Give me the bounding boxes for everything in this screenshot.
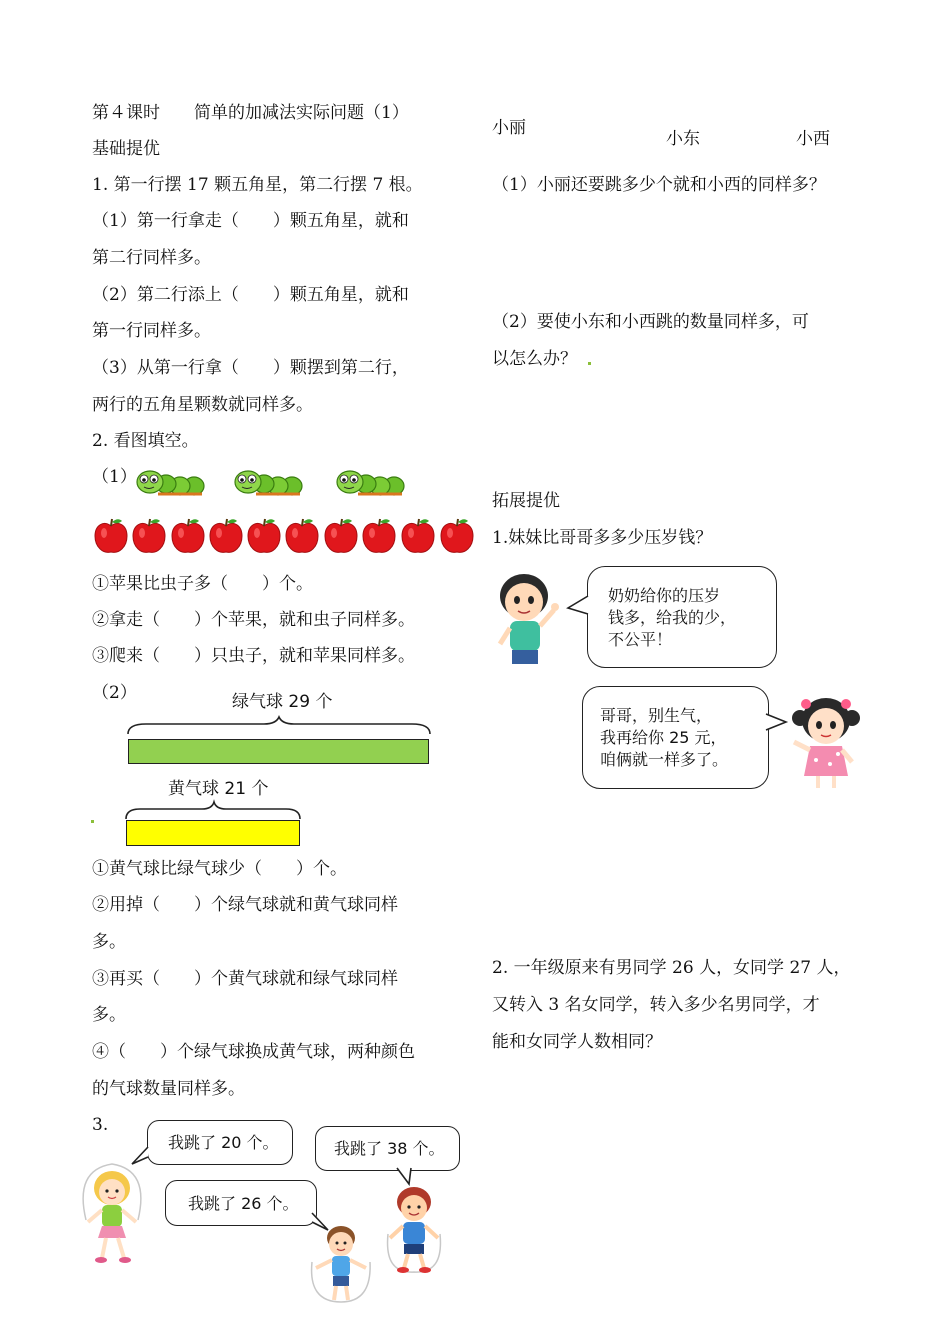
- bubble-text-xiaodong: 我跳了 26 个。: [188, 1194, 299, 1213]
- stray-mark: [91, 820, 94, 823]
- q2-b4-line2: 的气球数量同样多。: [92, 1079, 245, 1099]
- name-xiaoxi: 小西: [796, 129, 830, 149]
- bubble-tail: [566, 594, 590, 618]
- q2-part1-label: （1）: [92, 467, 137, 487]
- stray-mark: [588, 362, 591, 365]
- ext2-line1: 2. 一年级原来有男同学 26 人，女同学 27 人，: [492, 958, 851, 978]
- brother-image: [492, 570, 564, 670]
- green-balloon-label: 绿气球 29 个: [232, 692, 333, 712]
- ext2-line3: 能和女同学人数相同？: [492, 1032, 662, 1052]
- q1-stem: 1. 第一行摆 17 颗五角星，第二行摆 7 根。: [92, 175, 423, 195]
- q3-number: 3.: [92, 1115, 109, 1135]
- q1-part3-line1: （3）从第一行拿（ ）颗摆到第二行，: [92, 358, 409, 378]
- q2-a2: ②拿走（ ）个苹果，就和虫子同样多。: [92, 610, 415, 630]
- caterpillar-icon: [137, 471, 204, 495]
- sister-line1: 哥哥，别生气，: [600, 706, 713, 725]
- q1-part1-line2: 第二行同样多。: [92, 248, 211, 268]
- section-extension-heading: 拓展提优: [492, 491, 560, 511]
- lesson-title: 第４课时 简单的加减法实际问题（1）: [92, 103, 409, 123]
- q3-sub1: （1）小丽还要跳多少个就和小西的同样多？: [492, 175, 826, 195]
- q3-sub2-line2: 以怎么办？: [492, 349, 577, 369]
- q2-b1: ①黄气球比绿气球少（ ）个。: [92, 859, 347, 879]
- section-basic-heading: 基础提优: [92, 139, 160, 159]
- yellow-brace: [124, 801, 304, 821]
- boy-xiaodong-jumping-rope-image: [306, 1222, 376, 1306]
- bubble-tail: [395, 1166, 415, 1186]
- q1-part2-line2: 第一行同样多。: [92, 321, 211, 341]
- boy-xiaoxi-jumping-rope-image: [382, 1184, 446, 1276]
- yellow-balloon-label: 黄气球 21 个: [168, 779, 269, 799]
- sister-line2: 我再给你 25 元，: [600, 728, 727, 747]
- q2-stem: 2. 看图填空。: [92, 431, 199, 451]
- name-xiaoli: 小丽: [492, 118, 526, 138]
- q2-part2-label: （2）: [92, 683, 137, 703]
- apple-row: [94, 518, 484, 558]
- ext1-stem: 1.妹妹比哥哥多多少压岁钱？: [492, 528, 713, 548]
- q2-b2-line2: 多。: [92, 932, 126, 952]
- q1-part3-line2: 两行的五角星颗数就同样多。: [92, 395, 313, 415]
- bubble-tail: [764, 712, 788, 736]
- q2-b4-line1: ④（ ）个绿气球换成黄气球，两种颜色: [92, 1042, 415, 1062]
- q1-part2-line1: （2）第二行添上（ ）颗五角星，就和: [92, 285, 409, 305]
- yellow-balloon-bar: [126, 820, 300, 846]
- q2-b3-line1: ③再买（ ）个黄气球就和绿气球同样: [92, 969, 398, 989]
- brother-line3: 不公平！: [608, 630, 673, 649]
- ext2-line2: 又转入 3 名女同学，转入多少名男同学，才: [492, 995, 820, 1015]
- green-balloon-bar: [128, 739, 429, 764]
- brother-line1: 奶奶给你的压岁: [608, 586, 721, 605]
- brother-line2: 钱多，给我的少，: [608, 608, 737, 627]
- apple-icon: [95, 519, 127, 552]
- q3-sub2-line1: （2）要使小东和小西跳的数量同样多，可: [492, 312, 809, 332]
- q2-a3: ③爬来（ ）只虫子，就和苹果同样多。: [92, 646, 415, 666]
- q2-b3-line2: 多。: [92, 1005, 126, 1025]
- sister-image: [786, 690, 866, 790]
- green-brace: [126, 716, 436, 736]
- q2-b2-line1: ②用掉（ ）个绿气球就和黄气球同样: [92, 895, 398, 915]
- caterpillar-row: [132, 464, 422, 504]
- q1-part1-line1: （1）第一行拿走（ ）颗五角星，就和: [92, 211, 409, 231]
- q2-a1: ①苹果比虫子多（ ）个。: [92, 574, 313, 594]
- bubble-text-xiaoli: 我跳了 20 个。: [168, 1133, 279, 1152]
- name-xiaodong: 小东: [666, 129, 700, 149]
- bubble-text-xiaoxi: 我跳了 38 个。: [334, 1139, 445, 1158]
- girl-jumping-rope-image: [76, 1160, 148, 1270]
- sister-line3: 咱俩就一样多了。: [600, 750, 729, 769]
